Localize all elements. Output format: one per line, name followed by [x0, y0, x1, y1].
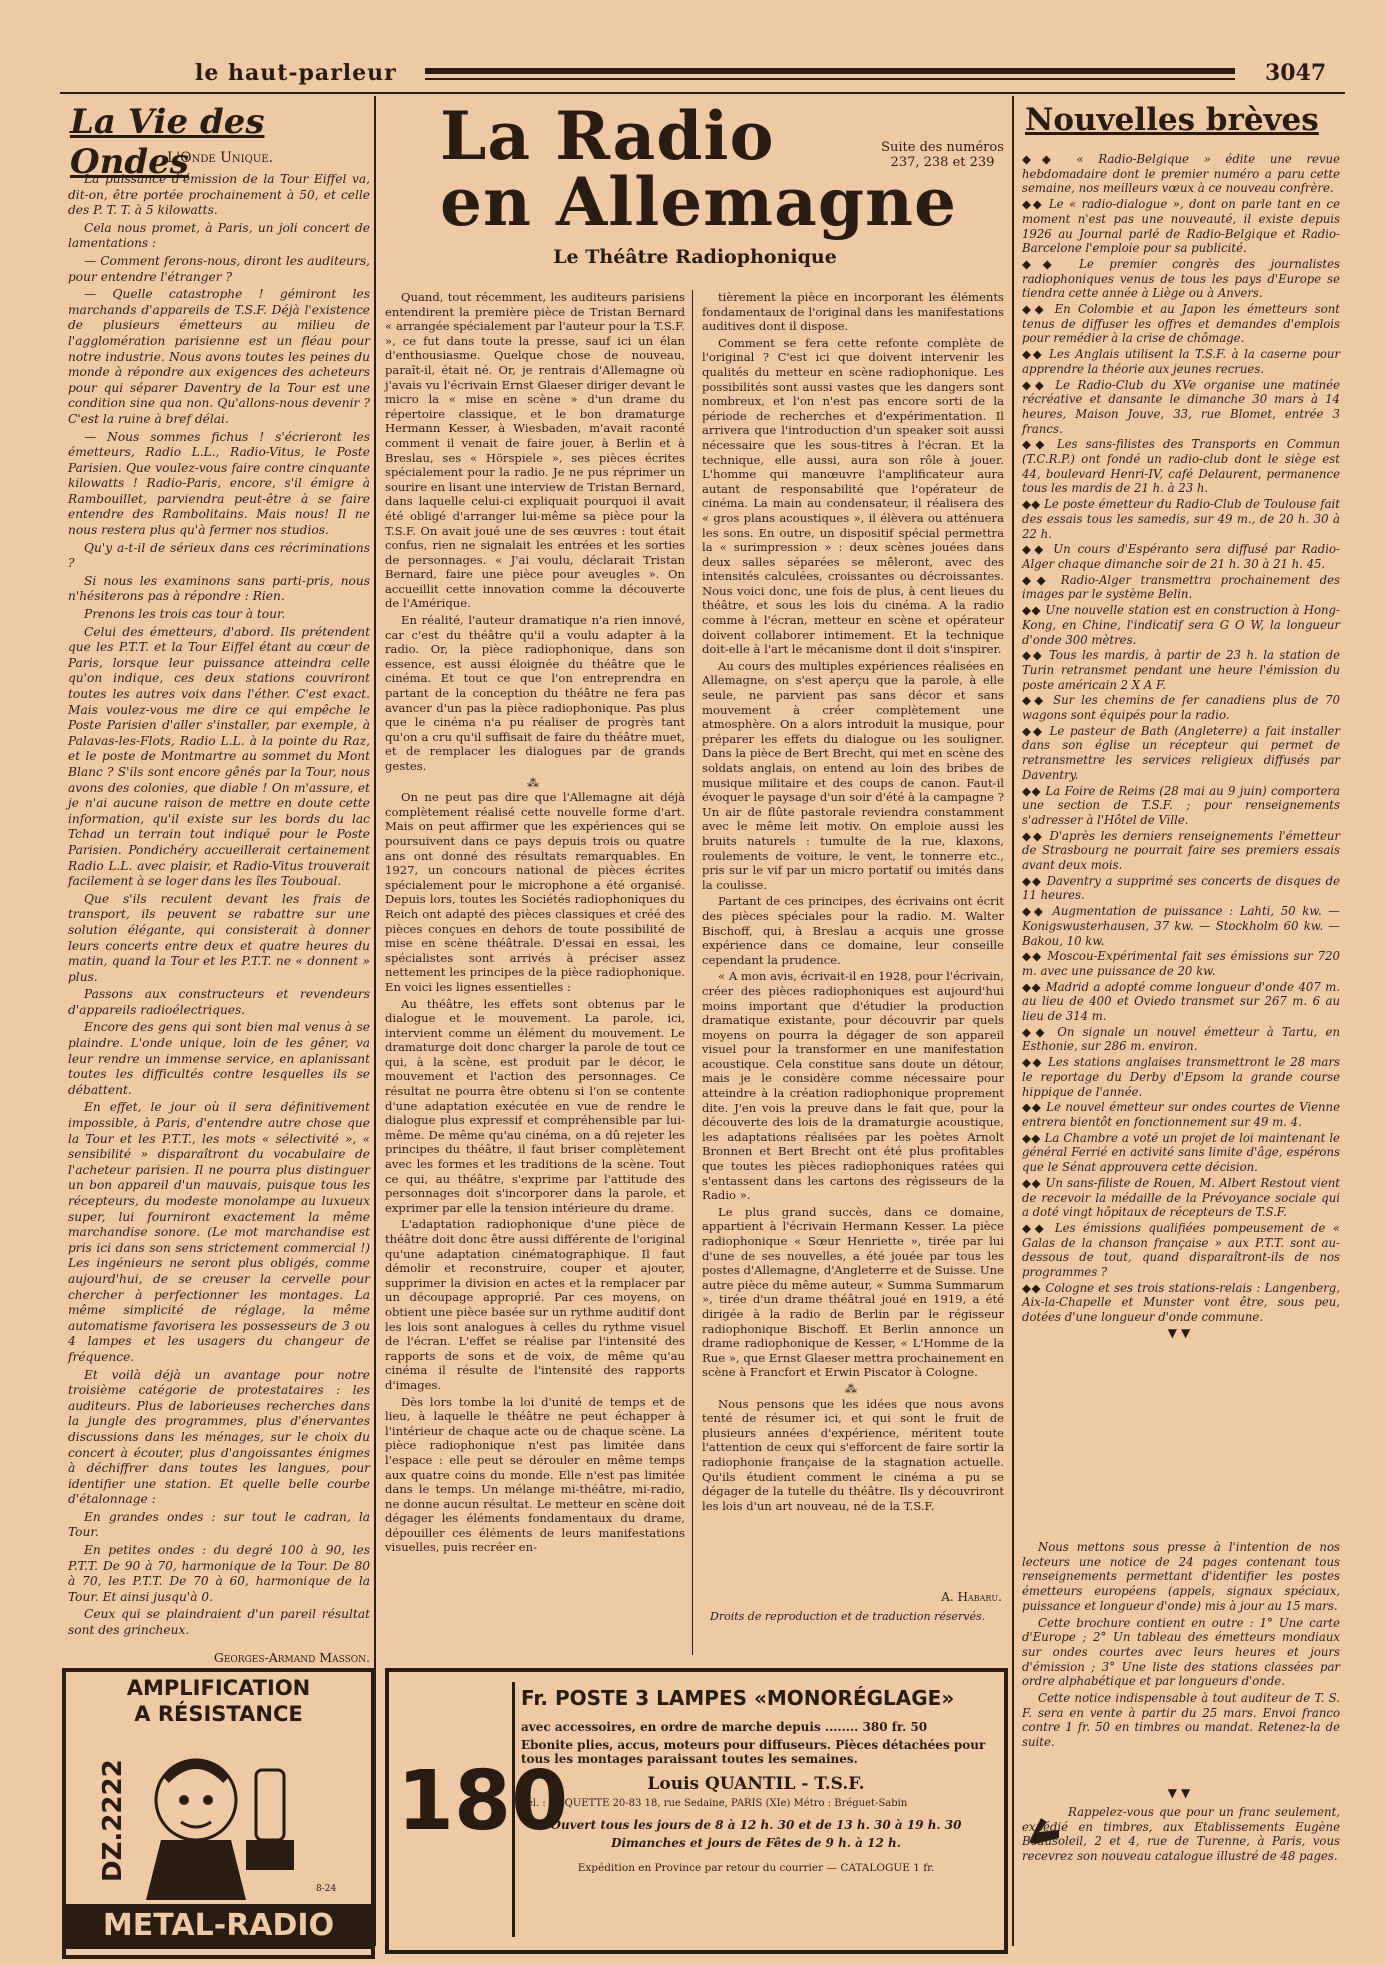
- center-column-a: [385, 290, 685, 1655]
- ad-code: 8-24: [316, 1884, 337, 1894]
- news-item: [1022, 1281, 1340, 1325]
- ad-text-4: Tél. : ROQUETTE 20-83 18, rue Sedaine, PARIS (XIe) Métro : Bréguet-Sabin: [521, 1798, 908, 1809]
- right-column-title: Nouvelles brèves: [1025, 102, 1319, 138]
- top-rule: [60, 92, 1345, 94]
- paragraph: Quand, tout récemment, les auditeurs parisiens entendirent la première pièce de Tristan Bernard « arrangée spécialement par l'auteur pour la T.S.F. », ce fut dans toute la presse, sauf ici un élan d'enthousiasme. Quelque chose de nouveau, paraît-il, était né. Or, je rentrais d'Allemagne où j'avais vu l'écrivain Ernst Glaeser diriger devant le micro la « mise en scène » d'un drame du répertoire classique, et le bon dramaturge Hermann Kesser, à Wiesbaden, m'avait raconté comment il venait de faire jouer, à Berlin et à Breslau, ses « Hörspiele », ses pièces écrites spécialement pour la radio. Je ne pus réprimer un sourire en lisant une interview de Tristan Bernard, dans laquelle celui-ci expliquait pourquoi il avait été obligé d'arranger lui-même sa pièce pour la T.S.F. On avait joué une de ses œuvres : tout était confus, rien ne signalait les entrées et les sorties de personnages. « J'ai voulu, déclarait Tristan Bernard, faire une pièce pour aveugles ». On accueillit cette innovation comme la découverte de l'Amérique.: [385, 290, 685, 611]
- paragraph: Nous mettons sous presse à l'intention de nos lecteurs une notice de 24 pages contenant tous renseignements permettant d'identifier les postes émetteurs européens (appels, signaux spéciaux, puissance et longueur d'onde) mis à jour au 15 mars.: [1022, 1540, 1340, 1613]
- paragraph: Et voilà déjà un avantage pour notre troisième catégorie de protestataires : les auditeurs. Plus de laborieuses recherches dans la jungle des programmes, plus d'énervantes discussions dans les ménages, sur le choix du concert à écouter, plus d'angoissantes énigmes à déchiffrer dans toutes les langues, pour identifier une station. Et quelle belle courbe d'étalonnage :: [68, 1367, 370, 1507]
- news-item-text: Les sans-filistes des Transports en Commun (T.C.R.P.) ont fondé un radio-club dont le siège est 44, boulevard Henri-IV, café Delaurent, permanence tous les mardis de 21 h. à 23 h.: [1022, 437, 1340, 496]
- paragraph: Au cours des multiples expériences réalisées en Allemagne, on s'est aperçu que la parole, à elle seule, ne parvient pas sans décor et sans mouvement à créer complètement une atmosphère. On a alors introduit la musique, pour préparer les effets du dialogue ou les souligner. Dans la pièce de Bert Brecht, qui met en scène des soldats anglais, on entend au loin des bribes de musique militaire et des coups de canon. Faut-il évoquer le paysage d'un soir d'été à la campagne ? Un air de flûte pastorale reviendra constamment avec le même leit motiv. On emploie aussi les bruits naturels : tumulte de la rue, klaxons, roulements de voiture, le vent, le tonnerre etc., pris sur le vif par un micro portatif ou imités dans la coulisse.: [702, 658, 1004, 892]
- news-item: [1022, 693, 1340, 722]
- paragraph: Partant de ces principes, des écrivains ont écrit des pièces spéciales pour la radio. M. Walter Bischoff, qui, à Breslau a acquis une grosse expérience dans ce domaine, leur conseille cependant la prudence.: [702, 894, 1004, 967]
- news-item-text: En Colombie et au Japon les émetteurs sont tenus de diffuser les offres et demandes d'emplois pour remédier à la crise de chômage.: [1022, 302, 1340, 346]
- paragraph: Si nous les examinons sans parti-pris, nous n'hésiterons pas à répondre : Rien.: [68, 573, 370, 604]
- bullet-icon: ◆◆: [1022, 1055, 1049, 1070]
- news-item: [1022, 874, 1340, 903]
- bullet-icon: ◆◆: [1022, 693, 1054, 708]
- bullet-icon: ◆◆: [1022, 1280, 1046, 1295]
- paragraph: La puissance d'émission de la Tour Eiffel va, dit-on, être portée prochainement à 50, et celle des P. T. T. à 5 kilowatts.: [68, 172, 370, 218]
- bullet-icon: ◆◆: [1022, 1100, 1047, 1115]
- news-item-text: Sur les chemins de fer canadiens plus de 70 wagons sont équipés pour la radio.: [1022, 693, 1340, 723]
- running-head: le haut-parleur: [195, 60, 397, 86]
- page-number: 3047: [1265, 60, 1327, 86]
- bullet-icon: ◆◆: [1022, 1220, 1055, 1235]
- news-item: [1022, 1100, 1340, 1129]
- news-item-text: Le pasteur de Bath (Angleterre) a fait installer dans son église un récepteur qui permet de retransmettre les services religieux diffusés par Daventry.: [1022, 723, 1340, 782]
- news-item: [1022, 437, 1340, 496]
- header-rule-thin: [425, 78, 1235, 80]
- bullet-icon: ◆◆: [1022, 873, 1047, 888]
- bullet-icon: ◆◆: [1022, 904, 1053, 919]
- news-item: [1022, 784, 1340, 828]
- paragraph: En effet, le jour où il sera définitivement impossible, à Paris, d'entendre autre chose que la Tour et les P.T.T., les mots « sélectivité », « sensibilité » disparaîtront du vocabulaire de l'acheteur parisien. Il ne pourra plus distinguer un bon appareil d'un mauvais, puisque tous les récepteurs, du modeste monolampe au luxueux super, lui fourniront exactement la même marchandise sonore. (Le mot marchandise est pris ici dans son sens strictement commercial !) Les ingénieurs ne seront plus obligés, comme aujourd'hui, de se creuser la cervelle pour chercher à perfectionner les montages. La même simplicité de réglage, la même automatisme favorisera les possesseurs de 3 ou 4 lampes et les usagers du changeur de fréquence.: [68, 1100, 370, 1364]
- bullet-icon: ◆◆: [1022, 949, 1048, 964]
- news-item: [1022, 1055, 1340, 1099]
- ad-text-2: Ebonite plies, accus, moteurs pour diffuseurs. Pièces détachées pour tous les montages paraissant toutes les semaines.: [521, 1738, 986, 1766]
- news-item: [1022, 573, 1340, 602]
- news-item: [1022, 542, 1340, 571]
- news-item: [1022, 302, 1340, 346]
- section-stars: ⁂: [845, 1381, 861, 1396]
- news-item-text: Augmentation de puissance : Lahti, 50 kw. — Konigswusterhausen, 37 kw. — Stockholm 60 kw. — Bakou, 10 kw.: [1022, 904, 1340, 948]
- news-item-text: Le nouvel émetteur sur ondes courtes de Vienne entrera bientôt en fonctionnement sur 49 m. 4.: [1022, 1100, 1340, 1129]
- news-item: [1022, 829, 1340, 873]
- bullet-icon: ◆◆: [1022, 1130, 1045, 1145]
- ad-line-1: AMPLIFICATION: [126, 1676, 311, 1700]
- news-item-text: Cologne et ses trois stations-relais : Langenberg, Aix-la-Chapelle et Munster vont être, sous peu, dotées d'une longueur d'onde commune.: [1022, 1280, 1340, 1325]
- paragraph: Celui des émetteurs, d'abord. Ils prétendent que les P.T.T. et la Tour Eiffel étant au cœur de Paris, lorsque leur puissance atteindra celle qu'on indique, ces deux stations couvriront toutes les autres voix dans l'éther. C'est exact. Mais voulez-vous me dire ce qui empêche le Poste Parisien d'aller s'installer, par exemple, à Palavas-les-Flots, Radio L.L. à la pointe du Raz, et le poste de Montmartre au sommet du Mont Blanc ? S'ils sont encore gênés par la Tour, nous avons des colonies, que diable ! On m'assure, et je n'ai aucune raison de mettre en doute cette information, qu'il existe sur les bords du lac Tchad un terrain tout indiqué pour le Poste Parisien. Pondichéry accueillerait certainement Radio L.L. avec plaisir, et Radio-Vitus trouverait facilement à se loger dans les îles Touboual.: [68, 624, 370, 889]
- paragraph: L'adaptation radiophonique d'une pièce de théâtre doit donc être aussi différente de l'original qu'une adaptation cinématographique. Il faut démolir et reconstruire, couper et ajouter, supprimer la division en actes et la remplacer par un découpage approprié. Par ces moyens, on obtient une pièce basée sur un rythme auditif dont les lois sont analogues à celles du rythme visuel de l'écran. L'effet se réalise par l'intensité des rapports de sons et de voix, de même qu'au cinéma il résulte de l'intensité des rapports d'images.: [385, 1217, 685, 1392]
- bullet-icon: ◆◆: [1022, 377, 1056, 392]
- poste-3-lampes-ad: [385, 1668, 1008, 1954]
- left-signature: Georges-Armand Masson.: [213, 1650, 370, 1665]
- ad-line-2: A RÉSISTANCE: [134, 1702, 303, 1726]
- bullet-icon: ◆◆: [1022, 572, 1061, 587]
- center-subtitle: Le Théâtre Radiophonique: [553, 246, 837, 268]
- paragraph: Passons aux constructeurs et revendeurs d'appareils radioélectriques.: [68, 987, 370, 1017]
- news-item: [1022, 497, 1340, 541]
- news-item-text: Le poste émetteur du Radio-Club de Toulouse fait des essais tous les samedis, sur 49 m., de 20 h. 30 à 22 h.: [1022, 497, 1340, 541]
- ad-brand: METAL-RADIO: [102, 1908, 335, 1943]
- bullet-icon: ◆◆: [1022, 302, 1055, 317]
- bullet-icon: ◆◆: [1022, 152, 1077, 166]
- news-end-mark: ▼▼: [1167, 1325, 1195, 1340]
- paragraph: — Comment ferons-nous, diront les auditeurs, pour entendre l'étranger ?: [68, 253, 370, 284]
- news-item: [1022, 904, 1340, 948]
- bullet-icon: ◆◆: [1022, 979, 1046, 994]
- news-item-text: Moscou-Expérimental fait ses émissions sur 720 m. avec une puissance de 20 kw.: [1022, 949, 1340, 978]
- bullet-icon: ◆◆: [1022, 256, 1080, 271]
- news-item-text: D'après les derniers renseignements l'émetteur de Strasbourg ne pourrait faire ses premiers essais avant deux mois.: [1022, 828, 1341, 873]
- paragraph: Dès lors tombe la loi d'unité de temps et de lieu, à laquelle le théâtre ne peut échapper à l'intérieur de chaque acte ou de chaque scène. La pièce radiophonique n'est pas limitée dans l'espace : elle peut se dérouler en même temps aux quatre coins du monde. Elle n'est pas limitée dans le temps. Un mélange mi-théâtre, mi-radio, ne donne aucun résultat. Le metteur en scène doit dégager les éléments fondamentaux du drame, dépouiller ces éléments de leurs manifestations visuelles, puis recréer en-: [385, 1394, 685, 1555]
- center-title-1: La Radio: [440, 97, 775, 175]
- news-item-text: Les Anglais utilisent la T.S.F. à la caserne pour apprendre la théorie aux jeunes recrues.: [1022, 347, 1340, 376]
- news-item: [1022, 603, 1340, 647]
- paragraph: « A mon avis, écrivait-il en 1928, pour l'écrivain, créer des pièces radiophoniques est aujourd'hui moins important que d'étudier la production dramatique existante, pour découvrir par quels moyens on pourra la dégager de son appareil visuel pour la transformer en une manifestation acoustique. Cela constitue sans doute un détour, mais je le considère comme nécessaire pour atteindre à la création radiophonique proprement dite. J'en vois la preuve dans le fait que, pour la découverte des lois de la dramaturgie acoustique, les adaptations réalisées par les poètes Arnolt Bronnen et Bert Brecht ont été plus profitables que toutes les pièces radiophoniques ratées qui s'entassent dans les cartons des régisseurs de la Radio ».: [702, 969, 1004, 1203]
- ad-model: DZ.2222: [98, 1759, 128, 1882]
- center-column-b: [702, 290, 1004, 1590]
- section-stars: ⁂: [527, 775, 543, 790]
- left-column-title: La Vie des Ondes: [70, 102, 265, 182]
- paragraph: — Quelle catastrophe ! gémiront les marchands d'appareils de T.S.F. Déjà l'existence de plusieurs émetteurs au milieu de l'agglomération parisienne est un fléau pour notre industrie. Nous avons toutes les peines du monde à répondre aux exigences des acheteurs pour qui séparer Daventry de la Tour est une condition sine qua non. Qu'allons-nous devenir ? C'est la ruine à bref délai.: [68, 287, 370, 426]
- center-title-2: en Allemagne: [440, 163, 958, 241]
- news-item-text: Les émissions qualifiées pompeusement de « Galas de la chanson française » aux P.T.T. sont au-dessous de tout, quand disparaîtront-ils de nos programmes ?: [1022, 1220, 1340, 1280]
- paragraph: Cela nous promet, à Paris, un joli concert de lamentations :: [68, 220, 370, 251]
- news-item: [1022, 648, 1340, 692]
- bullet-icon: ◆◆: [1022, 437, 1057, 452]
- news-item: [1022, 1131, 1340, 1175]
- ad-price: 180: [397, 1754, 569, 1849]
- ad-text-6: Dimanches et jours de Fêtes de 9 h. à 12 h.: [611, 1836, 901, 1850]
- catalogue-reminder-text: Rappelez-vous que pour un franc seulement, expédié en timbres, aux Etablissements Eugène Beausoleil, 2 et 4, rue de Turenne, à Paris, vous recevrez son nouveau catalogue illustré de 48 pages.: [1022, 1805, 1340, 1864]
- rights-notice: Droits de reproduction et de traduction réservés.: [710, 1610, 986, 1623]
- catalogue-reminder: [1022, 1805, 1340, 1866]
- news-item-text: La Chambre a voté un projet de loi maintenant le général Ferrié en activité sans limite d'âge, espérons que le Sénat approuvera cette décision.: [1022, 1130, 1340, 1175]
- news-item-text: « Radio-Belgique » édite une revue hebdomadaire dont le premier numéro a paru cette semaine, nos meilleurs vœux à ce nouveau confrère.: [1022, 152, 1340, 196]
- center-signature: A. Habaru.: [941, 1590, 1002, 1604]
- ad-text-3: Louis QUANTIL - T.S.F.: [647, 1774, 865, 1794]
- news-item-text: Madrid a adopté comme longueur d'onde 407 m. au lieu de 400 et Oviedo transmet sur 267 m. 6 au lieu de 314 m.: [1022, 979, 1340, 1024]
- column-divider-right: [1012, 96, 1014, 1946]
- bullet-icon: ◆◆: [1022, 347, 1050, 362]
- bullet-icon: ◆◆: [1022, 723, 1050, 738]
- paragraph: — Nous sommes fichus ! s'écrieront les émetteurs, Radio L.L., Radio-Vitus, le Poste Parisien. Que voulez-vous faire contre cinquante kilowatts ! Radio-Paris, encore, s'il émigre à Rambouillet, parviendra peut-être à se faire entendre des Rambolitains. Mais nous! Il ne nous restera plus qu'à fermer nos studios.: [68, 429, 370, 538]
- paragraph: En grandes ondes : sur tout le cadran, la Tour.: [68, 1509, 370, 1540]
- news-item-text: Les stations anglaises transmettront le 28 mars le reportage du Derby d'Epsom la grande course hippique de l'année.: [1022, 1055, 1340, 1099]
- paragraph: tièrement la pièce en incorporant les éléments fondamentaux de l'original dans les manifestations auditives dont il dispose.: [702, 290, 1004, 334]
- news-item: [1022, 1176, 1340, 1220]
- news-item-text: Le premier congrès des journalistes radiophoniques venus de tous les pays d'Europe se tiendra cette année à Liège ou à Anvers.: [1022, 256, 1340, 301]
- paragraph: Comment se fera cette refonte complète de l'original ? C'est ici que doivent intervenir les qualités du metteur en scène radiophonique. Les possibilités sont aussi vastes que les dangers sont nombreux, et l'on n'est pas encore sorti de la période de recherches et d'expérimentation. Il arrivera que l'introduction d'un speaker soit aussi nécessaire que les sous-titres à l'écran. Et la technique, elle aussi, aura son rôle à jouer. L'homme qui manœuvre l'amplificateur aura autant de responsabilité que l'opérateur de cinéma. La main au condensateur, il réalisera des « gros plans acoustiques », il élèvera ou atténuera les sons. En outre, un dispositif spécial permettra la « surimpression » : deux scènes jouées dans deux salles séparées se mêleront, avec des intensités calculées, croissantes ou décroissantes. Nous voici donc, une fois de plus, à cent lieues du théâtre, et sous les lois du cinéma. A la radio comme à l'écran, metteur en scène et opérateur doivent collaborer intimement. Et la technique doit-elle à l'art le mécanisme dont il doit s'inspirer.: [702, 335, 1004, 657]
- paragraph: Ceux qui se plaindraient d'un pareil résultat sont des grincheux.: [68, 1607, 370, 1638]
- metal-radio-ad: [62, 1668, 375, 1959]
- ad-text-7: Expédition en Province par retour du courrier — CATALOGUE 1 fr.: [577, 1862, 935, 1874]
- news-briefs-list: [1022, 152, 1340, 1532]
- paragraph: Nous pensons que les idées que nous avons tenté de résumer ici, et qui sont le fruit de plusieurs années d'expérience, méritent toute l'attention de ceux qui s'efforcent de faire sortir la radiophonie française de la stagnation actuelle. Qu'ils étudient comment le cinéma a pu se dégager de la tutelle du théâtre. Ils y découvriront les lois d'un art nouveau, né de la T.S.F.: [702, 1396, 1004, 1513]
- bullet-icon: ◆◆: [1022, 1175, 1046, 1190]
- series-note: [880, 140, 1005, 170]
- paragraph: En réalité, l'auteur dramatique n'a rien innové, car c'est du théâtre qu'il a voulu adapter à la radio. Or, la pièce radiophonique, dans son essence, est aussi éloignée du théâtre que le cinéma. Et tout ce que l'on entreprendra en partant de la conception du théâtre ne fera pas avancer d'un pas la pièce radiophonique. Pas plus que le cinéma n'a pu réaliser de progrès tant qu'on a cru qu'il suffisait de faire du théâtre muet, et de remplacer les dialogues par de grands gestes.: [385, 613, 685, 773]
- news-item: [1022, 949, 1340, 978]
- news-item-text: Le Radio-Club du XVe organise une matinée récréative et dansante le dimanche 30 mars à 14 heures, Maison Jouve, 33, rue Blomet, entrée 3 francs.: [1022, 377, 1340, 436]
- news-item-text: Un cours d'Espéranto sera diffusé par Radio-Alger chaque dimanche soir de 21 h. 30 à 21 h. 45.: [1022, 542, 1340, 571]
- news-item-text: Daventry a supprimé ses concerts de disques de 11 heures.: [1022, 873, 1340, 903]
- paragraph: Que s'ils reculent devant les frais de transport, ils peuvent se rabattre sur une solution élégante, qui consisterait à donner leurs concerts entre deux et quatre heures du matin, quand la Tour et les P.T.T. ne « donnent » plus.: [68, 891, 370, 984]
- news-item: [1022, 257, 1340, 301]
- paragraph: On ne peut pas dire que l'Allemagne ait déjà complètement réalisé cette nouvelle forme d'art. Mais on peut affirmer que les expériences qui se poursuivent dans ce pays depuis trois ou quatre ans ont donné des résultats remarquables. En 1927, un concours national de pièces écrites spécialement pour le microphone a été organisé. Depuis lors, toutes les Sociétés radiophoniques du Reich ont adapté des pièces classiques et créé des pièces conçues en dehors de toute possibilité de mise en scène théâtrale. D'essai en essai, les spécialistes sont arrivés à préciser assez nettement les principes de la pièce radiophonique. En voici les lignes essentielles :: [385, 790, 685, 994]
- left-article-body: [68, 172, 370, 1638]
- news-item-text: Tous les mardis, à partir de 23 h. la station de Turin retransmet pendant une heure l'émission du poste américain 2 X A F.: [1022, 648, 1340, 692]
- news-item: [1022, 197, 1340, 256]
- news-item-text: Un sans-filiste de Rouen, M. Albert Restout vient de recevoir la médaille de la Prévoyance sociale qui a doté vingt hôpitaux de récepteurs de T.S.F.: [1022, 1175, 1340, 1220]
- paragraph: Le plus grand succès, dans ce domaine, appartient à l'écrivain Hermann Kesser. La pièce radiophonique « Sœur Henriette », tirée par lui d'une de ses nouvelles, a été jouée par tous les postes d'Allemagne, d'Angleterre et de Suisse. Une autre pièce du même auteur, « Summa Summarum », tirée d'un drame théâtral joué en 1919, a été dirigée à la radio de Berlin par le régisseur radiophonique Bischoff. Et Berlin annonce un drame radiophonique de Kesser, « L'Homme de la Rue », que Ernst Glaeser mettra prochainement en scène à Francfort et Erwin Piscator à Cologne.: [702, 1204, 1004, 1380]
- news-item-text: Le « radio-dialogue », dont on parle tant en ce moment n'est pas une nouveauté, il existe depuis 1926 au Journal parlé de Radio-Belgique et Radio-Barcelone l'emploie pour sa publicité.: [1022, 197, 1340, 256]
- paragraph: En petites ondes : du degré 100 à 90, les P.T.T. De 90 à 70, harmonique de la Tour. De 80 à 70, les P.T.T. De 70 à 60, harmonique de la Tour. Et ainsi jusqu'à 0.: [68, 1543, 370, 1604]
- header-rule: [425, 68, 1235, 74]
- news-item: [1022, 980, 1340, 1024]
- bullet-icon: ◆◆: [1022, 828, 1050, 843]
- paragraph: Cette brochure contient en outre : 1° Une carte d'Europe ; 2° Un tableau des émetteurs mondiaux sur ondes courtes avec leurs heures et jours d'émission ; 3° Une liste des stations classées par ordre alphabétique et par longueurs d'onde.: [1022, 1615, 1340, 1689]
- ad-headline: Fr. POSTE 3 LAMPES «MONORÉGLAGE»: [521, 1686, 955, 1710]
- paragraph: Cette notice indispensable à tout auditeur de T. S. F. sera en vente à partir du 25 mars. Envoi franco contre 1 fr. 50 en timbres ou mandat. Retenez-la de suite.: [1022, 1691, 1340, 1750]
- bullet-icon: ◆◆: [1022, 497, 1045, 512]
- bullet-icon: ◆◆: [1022, 648, 1050, 663]
- left-subtitle: L'Onde Unique.: [166, 150, 273, 166]
- ad-text-5: Ouvert tous les jours de 8 à 12 h. 30 et de 13 h. 30 à 19 h. 30: [550, 1818, 962, 1832]
- news-item: [1022, 152, 1340, 196]
- news-item: [1022, 347, 1340, 376]
- news-item-text: Une nouvelle station est en construction à Hong-Kong, en Chine, l'indicatif sera G O W, la longueur d'onde 300 mètres.: [1022, 603, 1340, 647]
- bullet-icon: ◆◆: [1022, 1024, 1058, 1039]
- paragraph: Au théâtre, les effets sont obtenus par le dialogue et le mouvement. La parole, ici, intervient comme un élément du mouvement. Le dramaturge doit donc charger la parole de tout ce qui, à la scène, est produit par le décor, le mouvement et l'action des personnages. Ce résultat ne pourra être obtenu si l'on se contente d'une adaptation exécutée en vue de rendre le dialogue plus expressif et compréhensible par lui-même. De même qu'au cinéma, on a dû rejeter les principes du théâtre, il faut briser complètement avec les formes et les traditions de la scène. Tout ce qui, au théâtre, s'exprime par l'attitude des personnages doit s'incorporer dans la parole, et exprimer par elle la tension intérieure du drame.: [385, 996, 685, 1215]
- news-item: [1022, 724, 1340, 783]
- bullet-icon: ◆◆: [1022, 783, 1046, 798]
- series-note-2: 237, 238 et 239: [890, 155, 995, 170]
- news-item-text: On signale un nouvel émetteur à Tartu, en Esthonie, sur 286 m. environ.: [1022, 1024, 1340, 1054]
- paragraph: Prenons les trois cas tour à tour.: [84, 607, 286, 622]
- series-note-1: Suite des numéros: [881, 140, 1004, 155]
- notice-block: [1022, 1540, 1340, 1780]
- news-item-text: Radio-Alger transmettra prochainement des images par le système Belin.: [1022, 572, 1340, 602]
- ad-text-1: avec accessoires, en ordre de marche depuis ........ 380 fr. 50: [521, 1720, 928, 1734]
- notice-end-mark: ▼▼: [1167, 1786, 1195, 1800]
- bullet-icon: ◆◆: [1022, 542, 1054, 557]
- news-item: [1022, 1221, 1340, 1280]
- news-item: [1022, 378, 1340, 437]
- news-item-text: La Foire de Reims (28 mai au 9 juin) comportera une section de T.S.F. ; pour renseignements s'adresser à l'Hôtel de Ville.: [1022, 783, 1340, 827]
- paragraph: Encore des gens qui sont bien mal venus à se plaindre. L'onde unique, loin de les gêner, va leur rendre un immense service, en aplanissant toutes les difficultés contre lesquelles ils se débattent.: [68, 1020, 370, 1097]
- news-item: [1022, 1025, 1340, 1054]
- paragraph: Qu'y a-t-il de sérieux dans ces récriminations ?: [68, 540, 370, 571]
- center-divider: [692, 290, 693, 1655]
- bullet-icon: ◆◆: [1022, 603, 1046, 618]
- bullet-icon: ◆◆: [1022, 197, 1049, 212]
